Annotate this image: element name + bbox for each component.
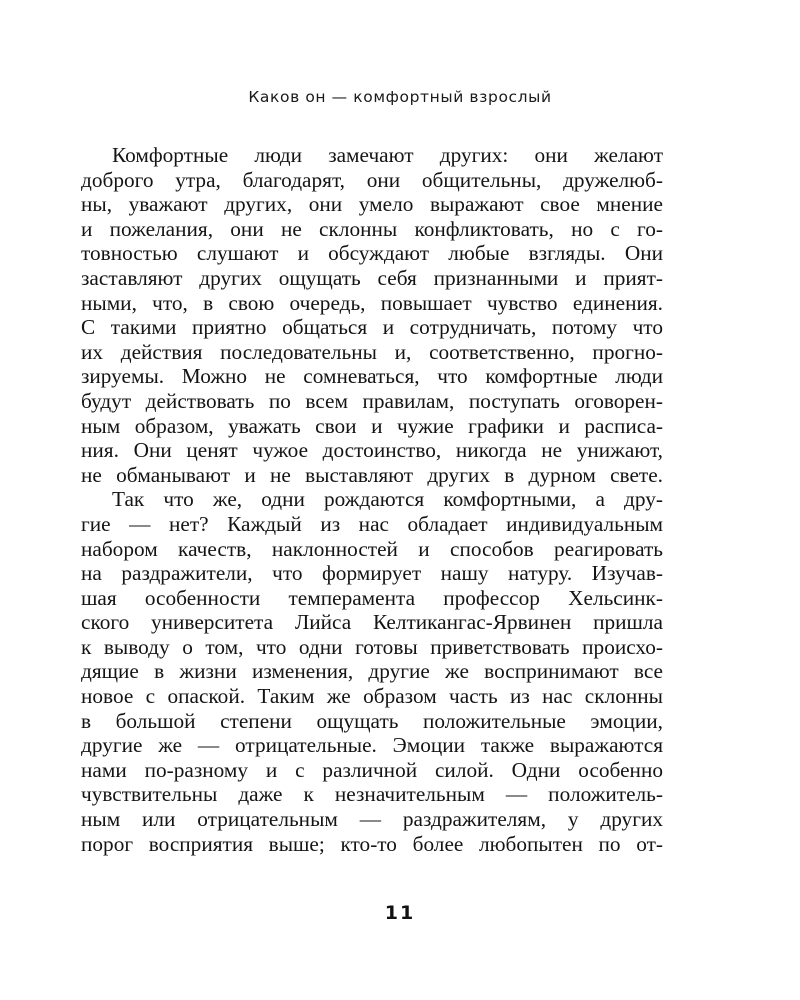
text-line: ны, уважают других, они умело выражают свое мнение: [81, 192, 663, 217]
text-line: набором качеств, наклонностей и способов реагировать: [81, 536, 663, 561]
text-line: новое с опаской. Таким же образом часть из нас склонны: [81, 684, 663, 709]
text-line: порог восприятия выше; кто-то более любопытен по от-: [81, 831, 663, 856]
text-line: чувствительны даже к незначительным — положитель-: [81, 782, 663, 807]
text-line: дящие в жизни изменения, другие же воспринимают все: [81, 659, 663, 684]
body-text: [81, 143, 663, 856]
text-line: ными, что, в свою очередь, повышает чувство единения.: [81, 290, 663, 315]
text-line: Комфортные люди замечают других: они желают: [112, 143, 663, 167]
text-line: в большой степени ощущать положительные эмоции,: [81, 708, 663, 733]
text-line: и пожелания, они не склонны конфликтовать, но с го-: [81, 216, 663, 241]
text-line: ным или отрицательным — раздражителям, у других: [81, 807, 663, 832]
text-line: Так что же, одни рождаются комфортными, а дру-: [112, 487, 663, 512]
text-line: их действия последовательны и, соответственно, прогно-: [81, 339, 663, 364]
text-line: нами по-разному и с различной силой. Одни особенно: [81, 757, 663, 782]
text-line: заставляют других ощущать себя признанными и прият-: [81, 265, 663, 290]
text-line: не обманывают и не выставляют других в дурном свете.: [81, 462, 663, 487]
text-line: зируемы. Можно не сомневаться, что комфортные люди: [81, 364, 663, 389]
text-line: к выводу о том, что одни готовы приветствовать происхо-: [81, 634, 663, 659]
text-line: доброго утра, благодарят, они общительны, дружелюб-: [81, 167, 663, 192]
text-line: на раздражители, что формирует нашу натуру. Изучав-: [81, 561, 663, 586]
text-line: С такими приятно общаться и сотрудничать, потому что: [81, 315, 663, 340]
running-head: Каков он — комфортный взрослый: [248, 88, 552, 106]
text-line: гие — нет? Каждый из нас обладает индивидуальным: [81, 511, 663, 536]
text-line: ным образом, уважать свои и чужие графики и расписа-: [81, 413, 663, 438]
text-line: шая особенности темперамента профессор Хельсинк-: [81, 585, 663, 610]
text-line: будут действовать по всем правилам, поступать оговорен-: [81, 388, 663, 413]
text-line: другие же — отрицательные. Эмоции также выражаются: [81, 733, 663, 758]
page-number: 11: [384, 902, 416, 924]
text-line: ского университета Лийса Келтикангас-Ярвинен пришла: [81, 610, 663, 635]
text-line: товностью слушают и обсуждают любые взгляды. Они: [81, 241, 663, 266]
text-line: ния. Они ценят чужое достоинство, никогда не унижают,: [81, 438, 663, 463]
